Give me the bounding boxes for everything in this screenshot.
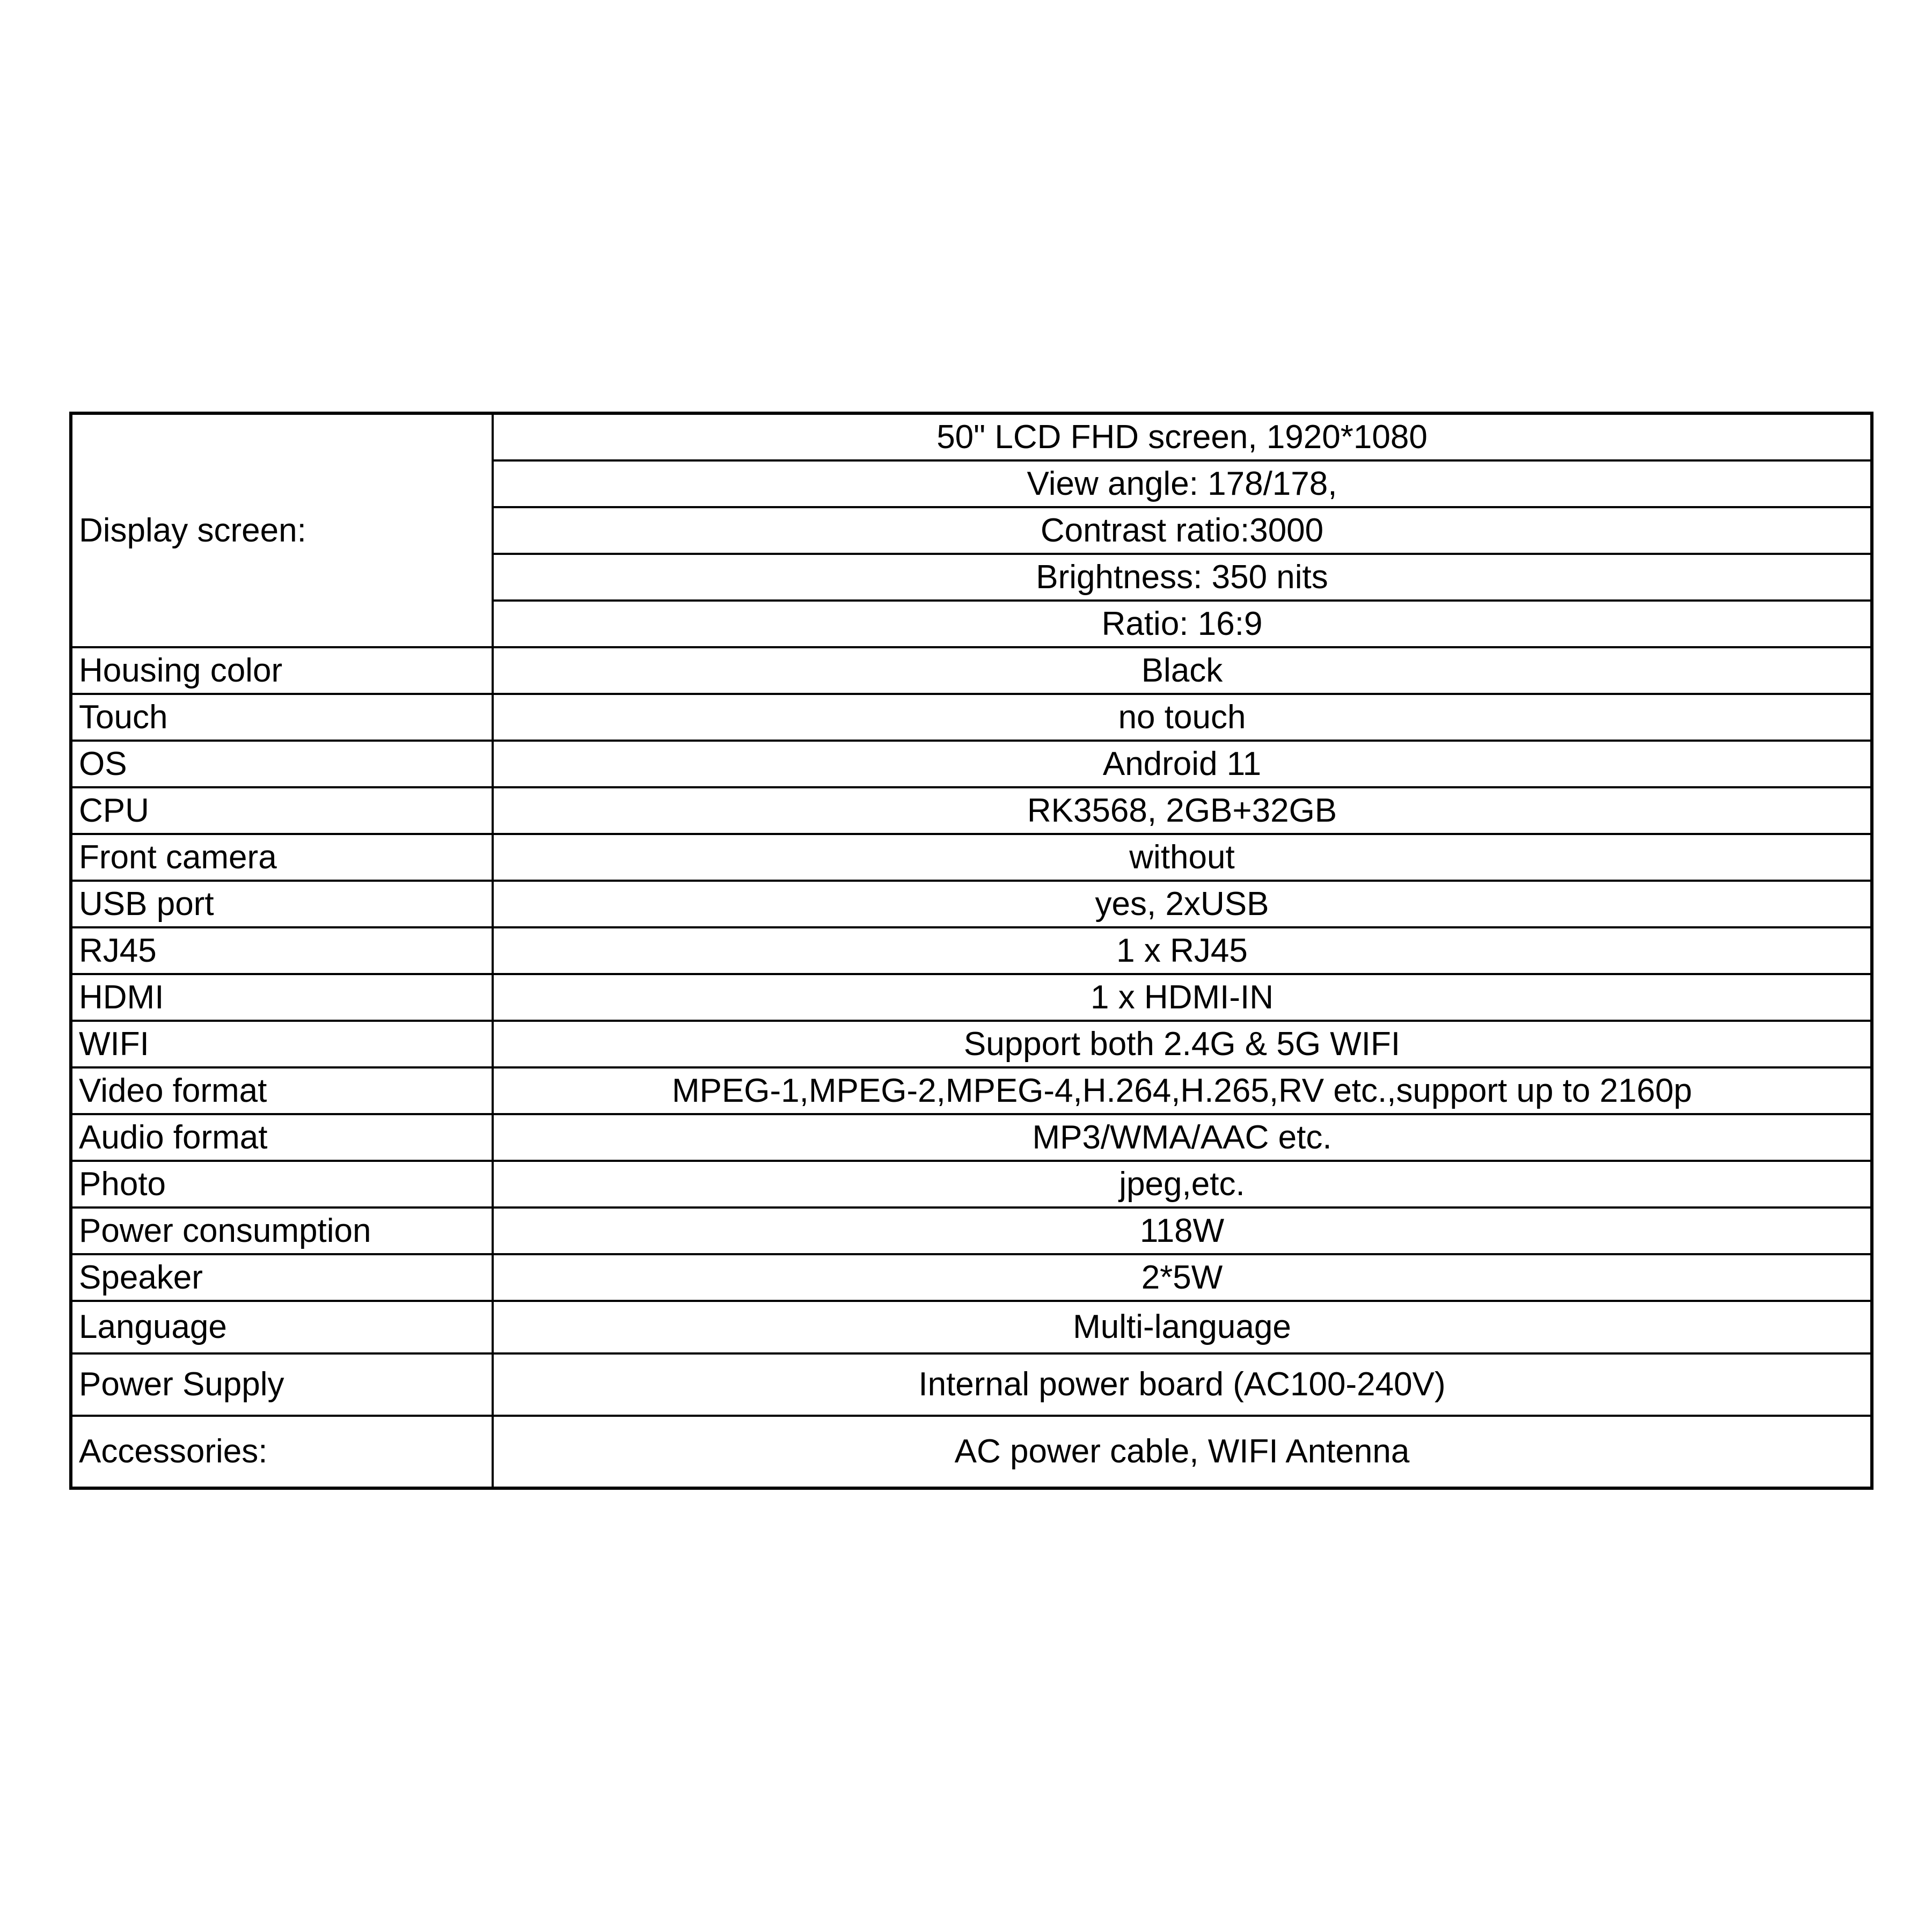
row-label-hdmi: HDMI xyxy=(71,974,493,1021)
row-value-wifi: Support both 2.4G & 5G WIFI xyxy=(493,1021,1872,1067)
row-label-audio-format: Audio format xyxy=(71,1114,493,1161)
row-value-cpu: RK3568, 2GB+32GB xyxy=(493,787,1872,834)
table-row xyxy=(71,1208,1872,1254)
table-row xyxy=(71,834,1872,881)
table-row xyxy=(71,413,1872,460)
spec-table xyxy=(69,412,1874,1490)
row-value-touch: no touch xyxy=(493,694,1872,741)
row-label-touch: Touch xyxy=(71,694,493,741)
table-row xyxy=(71,1416,1872,1488)
table-row xyxy=(71,787,1872,834)
row-value-video-format: MPEG-1,MPEG-2,MPEG-4,H.264,H.265,RV etc.,support up to 2160p xyxy=(493,1067,1872,1114)
row-label-front-camera: Front camera xyxy=(71,834,493,881)
table-row xyxy=(71,1114,1872,1161)
row-value-accessories: AC power cable, WIFI Antenna xyxy=(493,1416,1872,1488)
row-label-language: Language xyxy=(71,1301,493,1353)
row-label-power-supply: Power Supply xyxy=(71,1353,493,1416)
table-row xyxy=(71,1021,1872,1067)
row-value-usb-port: yes, 2xUSB xyxy=(493,881,1872,927)
row-label-wifi: WIFI xyxy=(71,1021,493,1067)
table-row xyxy=(71,974,1872,1021)
row-value-power-supply: Internal power board (AC100-240V) xyxy=(493,1353,1872,1416)
row-label-display-screen: Display screen: xyxy=(71,413,493,647)
table-row xyxy=(71,694,1872,741)
display-value-contrast: Contrast ratio:3000 xyxy=(493,507,1872,554)
table-row xyxy=(71,1301,1872,1353)
row-value-hdmi: 1 x HDMI-IN xyxy=(493,974,1872,1021)
row-value-speaker: 2*5W xyxy=(493,1254,1872,1301)
row-label-video-format: Video format xyxy=(71,1067,493,1114)
table-row xyxy=(71,881,1872,927)
row-label-rj45: RJ45 xyxy=(71,927,493,974)
row-label-housing-color: Housing color xyxy=(71,647,493,694)
row-value-os: Android 11 xyxy=(493,741,1872,787)
row-value-rj45: 1 x RJ45 xyxy=(493,927,1872,974)
row-label-usb-port: USB port xyxy=(71,881,493,927)
row-value-front-camera: without xyxy=(493,834,1872,881)
row-label-speaker: Speaker xyxy=(71,1254,493,1301)
display-value-ratio: Ratio: 16:9 xyxy=(493,601,1872,647)
table-row xyxy=(71,1254,1872,1301)
row-value-photo: jpeg,etc. xyxy=(493,1161,1872,1208)
row-label-photo: Photo xyxy=(71,1161,493,1208)
table-row xyxy=(71,1067,1872,1114)
row-label-power-consumption: Power consumption xyxy=(71,1208,493,1254)
row-value-language: Multi-language xyxy=(493,1301,1872,1353)
row-value-power-consumption: 118W xyxy=(493,1208,1872,1254)
row-label-accessories: Accessories: xyxy=(71,1416,493,1488)
table-row xyxy=(71,741,1872,787)
row-value-audio-format: MP3/WMA/AAC etc. xyxy=(493,1114,1872,1161)
table-row xyxy=(71,927,1872,974)
table-row xyxy=(71,1353,1872,1416)
display-value-brightness: Brightness: 350 nits xyxy=(493,554,1872,601)
row-label-cpu: CPU xyxy=(71,787,493,834)
table-row xyxy=(71,1161,1872,1208)
display-value-view-angle: View angle: 178/178, xyxy=(493,460,1872,507)
row-label-os: OS xyxy=(71,741,493,787)
table-row xyxy=(71,647,1872,694)
display-value-resolution: 50" LCD FHD screen, 1920*1080 xyxy=(493,413,1872,460)
row-value-housing-color: Black xyxy=(493,647,1872,694)
